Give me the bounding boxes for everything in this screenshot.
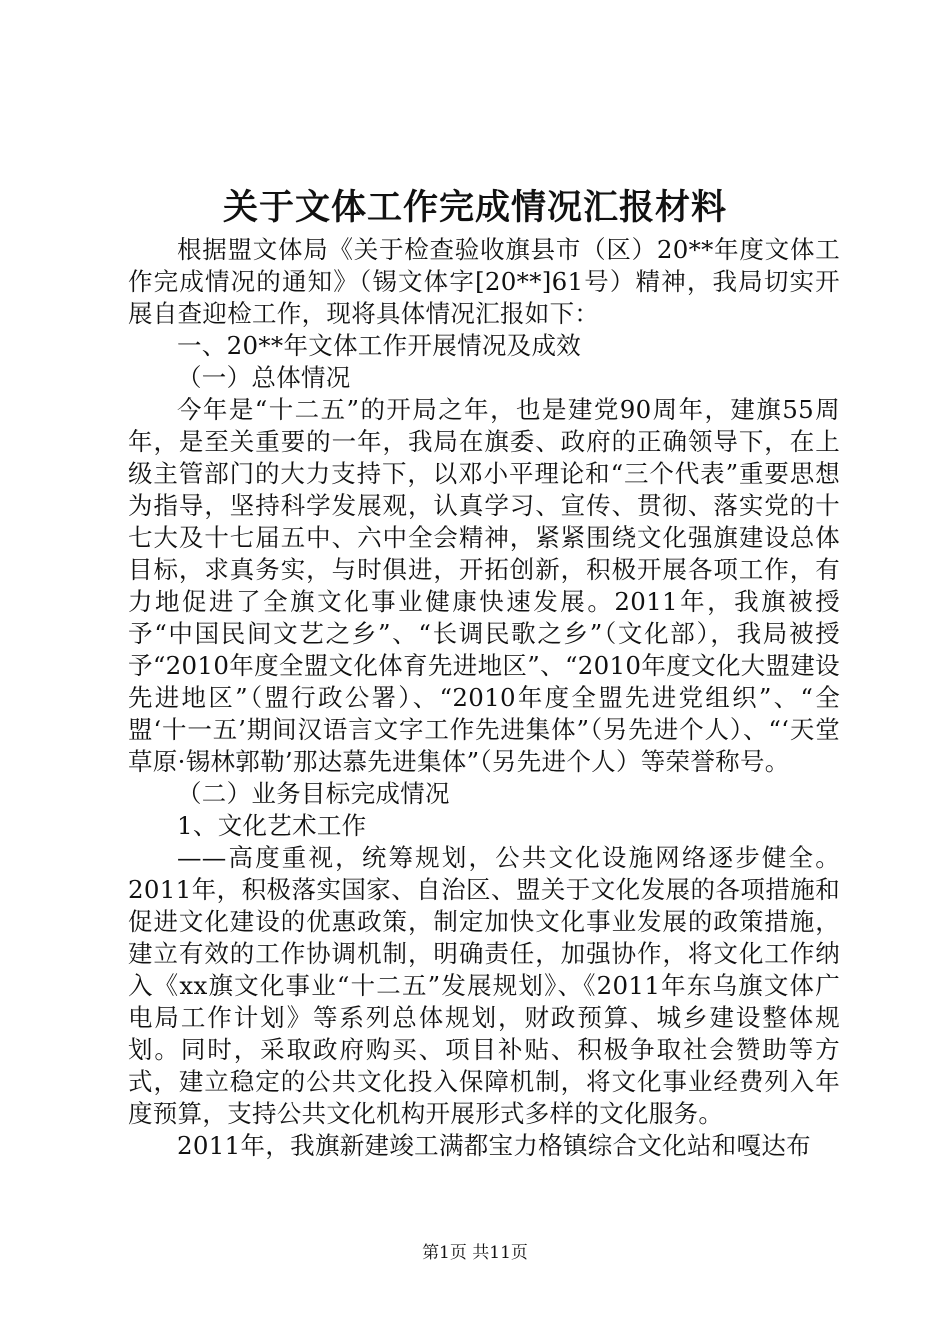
intro-paragraph: 根据盟文体局《关于检查验收旗县市（区）20**年度文体工作完成情况的通知》（锡文体字[20**]61号）精神，我局切实开展自查迎检工作，现将具体情况汇报如下：	[128, 235, 840, 328]
document-title: 关于文体工作完成情况汇报材料	[222, 187, 727, 228]
section-heading-1: 一、20**年文体工作开展情况及成效	[177, 331, 582, 360]
subsection-heading-goals: （二）业务目标完成情况	[177, 779, 450, 808]
overview-paragraph: 今年是“十二五”的开局之年，也是建党90周年，建旗55周年，是至关重要的一年，我局在旗委、政府的正确领导下，在上级主管部门的大力支持下，以邓小平理论和“三个代表”重要思想为指导，坚持科学发展观，认真学习、宣传、贯彻、落实党的十七大及十七届五中、六中全会精神，紧紧围绕文化强旗建设总体目标，求真务实，与时俱进，开拓创新，积极开展各项工作，有力地促进了全旗文化事业健康快速发展。2011年，我旗被授予“中国民间文艺之乡”、“长调民歌之乡”（文化部），我局被授予“2010年度全盟文化体育先进地区”、“2010年度文化大盟建设先进地区”（盟行政公署）、“2010年度全盟先进党组织”、“全盟‘十一五’期间汉语言文字工作先进集体”（另先进个人）、“‘天堂草原·锡林郭勒’那达慕先进集体”（另先进个人）等荣誉称号。	[128, 395, 840, 776]
page-footer: 第1页 共11页	[422, 1243, 528, 1263]
document-body	[128, 234, 840, 1162]
culture-paragraph: ——高度重视，统筹规划，公共文化设施网络逐步健全。2011年，积极落实国家、自治区、盟关于文化发展的各项措施和促进文化建设的优惠政策，制定加快文化事业发展的政策措施，建立有效的工作协调机制，明确责任，加强协作，将文化工作纳入《xx旗文化事业“十二五”发展规划》、《2011年东乌旗文体广电局工作计划》等系列总体规划，财政预算、城乡建设整体规划。同时，采取政府购买、项目补贴、积极争取社会赞助等方式，建立稳定的公共文化投入保障机制，将文化事业经费列入年度预算，支持公共文化机构开展形式多样的文化服务。	[128, 843, 840, 1128]
construction-paragraph: 2011年，我旗新建竣工满都宝力格镇综合文化站和嘎达布	[177, 1131, 811, 1160]
item-heading-culture: 1、文化艺术工作	[177, 811, 367, 840]
subsection-heading-overview: （一）总体情况	[177, 363, 351, 392]
